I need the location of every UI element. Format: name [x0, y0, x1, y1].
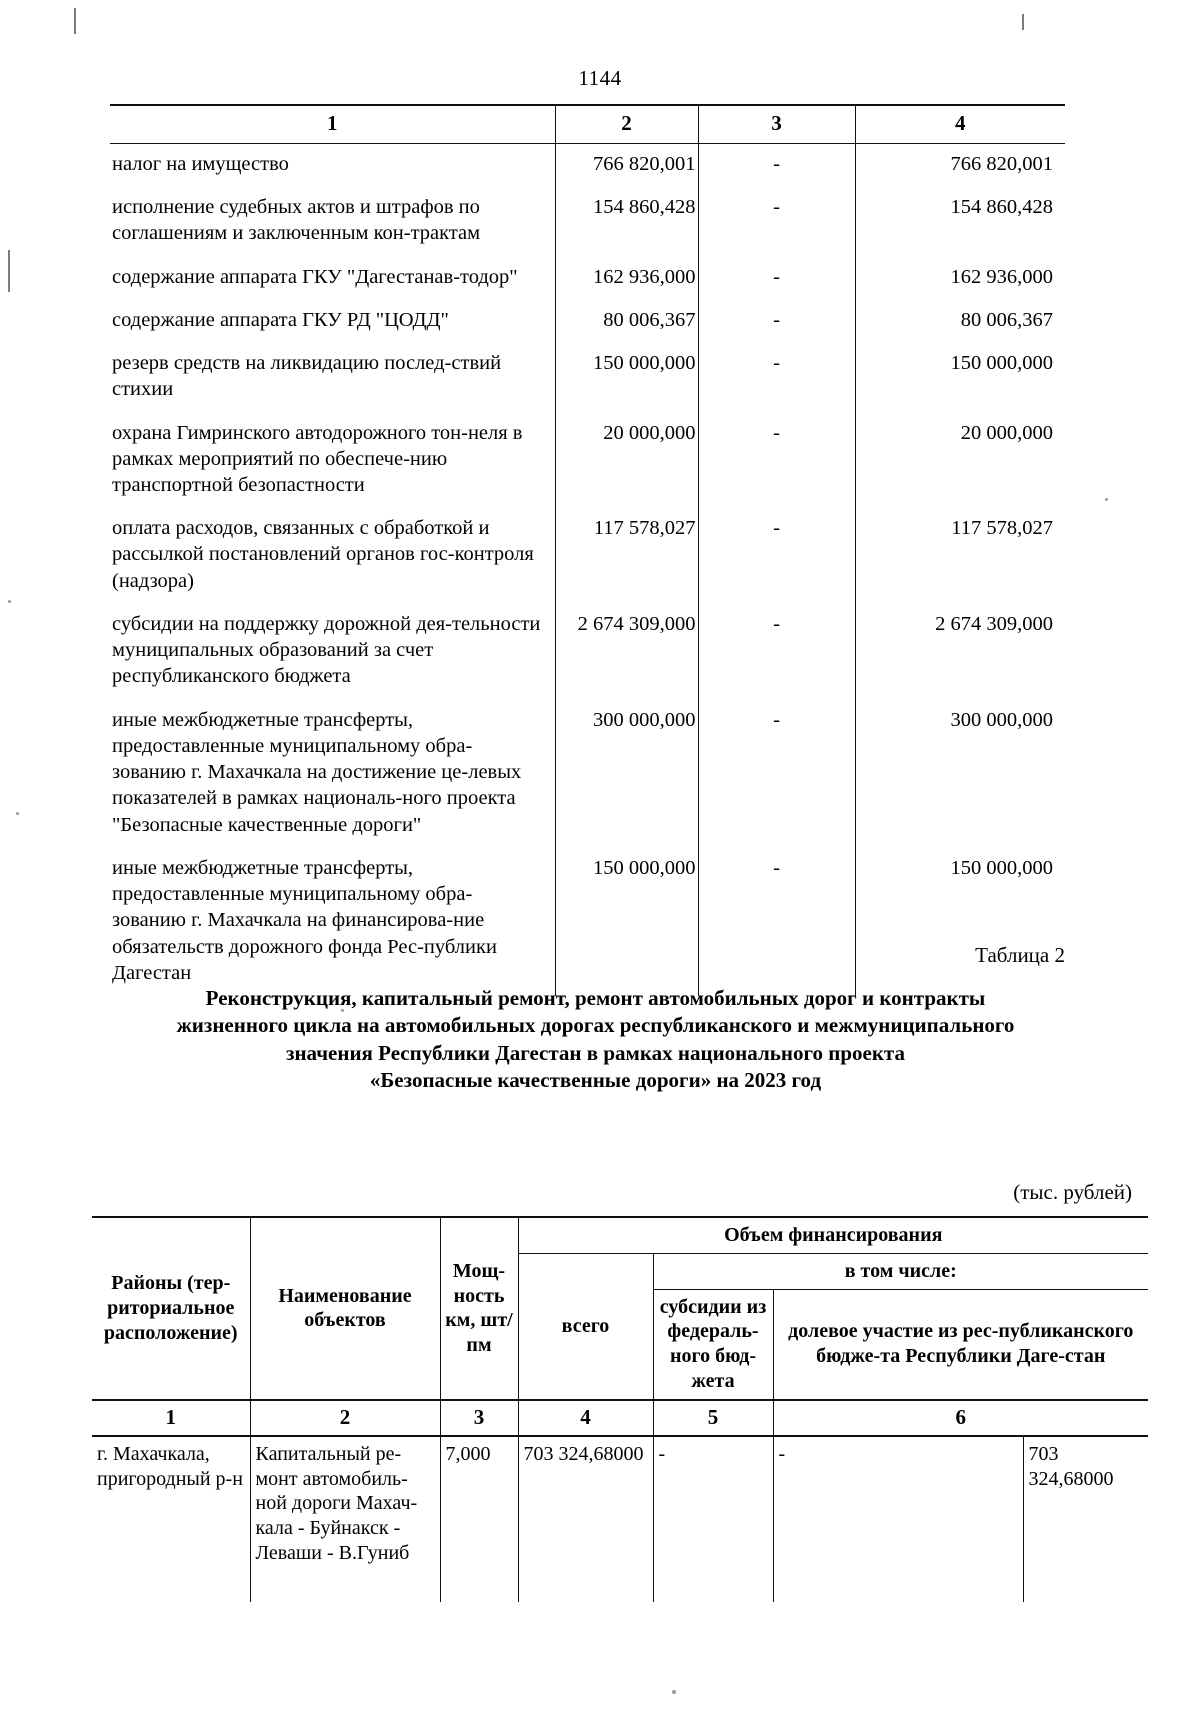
column-number-5: 5 — [653, 1400, 773, 1436]
cell-object: Капитальный ре-монт автомобиль-ной дороги Махач-кала - Буйнакск - Леваши - В.Гуниб — [250, 1436, 440, 1602]
row-description: резерв средств на ликвидацию послед-ствий стихии — [110, 343, 555, 412]
row-value-col3: - — [698, 700, 855, 848]
row-value-col4: 20 000,000 — [960, 421, 1053, 444]
column-number-6: 6 — [773, 1400, 1148, 1436]
row-value-col3: - — [698, 187, 855, 256]
row-value-col4: 766 820,001 — [950, 152, 1053, 175]
table-row — [110, 257, 1065, 300]
row-description: иные межбюджетные трансферты, предоставленные муниципальному обра-зованию г. Махачкала на достижение це-левых показателей в рамках националь-ного проекта "Безопасные качественные дороги" — [110, 700, 555, 848]
row-value-col4: 150 000,000 — [950, 856, 1053, 879]
column-header-3: 3 — [698, 105, 855, 143]
title-line-4: «Безопасные качественные дороги» на 2023 год — [369, 1067, 822, 1092]
column-header-4: 4 — [855, 105, 1065, 143]
title-line-2: жизненного цикла на автомобильных дорогах республиканского и межмуниципального — [176, 1013, 1015, 1038]
scan-speck — [1105, 498, 1108, 501]
column-number-1: 1 — [92, 1400, 250, 1436]
row-description: содержание аппарата ГКУ РД "ЦОДД" — [110, 300, 555, 343]
table-row — [110, 343, 1065, 412]
row-description: субсидии на поддержку дорожной дея-тельности муниципальных образований за счет республиканского бюджета — [110, 604, 555, 700]
row-value-col3: - — [698, 257, 855, 300]
row-value-col2: 154 860,428 — [555, 187, 698, 256]
table-row — [110, 508, 1065, 604]
column-header-including: в том числе: — [653, 1253, 1148, 1289]
row-value-col4: 300 000,000 — [950, 708, 1053, 731]
column-header-funding-volume: Объем финансирования — [518, 1217, 1148, 1253]
row-value-col3: - — [698, 508, 855, 604]
row-description: иные межбюджетные трансферты, предоставленные муниципальному обра-зованию г. Махачкала на финансирова-ние обязательств дорожного фонда Рес-публики Дагестан — [110, 848, 555, 996]
table-header-row — [110, 105, 1065, 143]
row-value-col4: 154 860,428 — [950, 196, 1053, 219]
cell-federal: - — [653, 1436, 773, 1602]
column-header-capacity: Мощ-ность км, шт/пм — [440, 1217, 518, 1400]
row-value-col2: 150 000,000 — [555, 343, 698, 412]
page-number: 1144 — [578, 66, 622, 90]
row-value-col4: 2 674 309,000 — [935, 612, 1053, 635]
row-value-col3: - — [698, 413, 855, 509]
row-description: налог на имущество — [110, 143, 555, 187]
row-description: охрана Гимринского автодорожного тон-неля в рамках мероприятий по обеспече-нию транспортной безопастности — [110, 413, 555, 509]
row-value-col4: 80 006,367 — [960, 308, 1053, 331]
row-value-col3: - — [698, 343, 855, 412]
row-value-col3: - — [698, 604, 855, 700]
row-value-col2: 117 578,027 — [555, 508, 698, 604]
row-value-col2: 150 000,000 — [555, 848, 698, 996]
cell-republican-dash: - — [773, 1436, 1023, 1602]
road-reconstruction-table — [92, 1216, 1148, 1602]
row-value-col4: 162 936,000 — [950, 265, 1053, 288]
row-value-col3: - — [698, 300, 855, 343]
scan-speck — [8, 600, 11, 603]
table-row — [110, 143, 1065, 187]
row-value-col2: 80 006,367 — [555, 300, 698, 343]
table-row — [92, 1436, 1148, 1602]
column-header-objects: Наименование объектов — [250, 1217, 440, 1400]
table-row — [110, 700, 1065, 848]
row-value-col2: 766 820,001 — [555, 143, 698, 187]
row-value-col2: 2 674 309,000 — [555, 604, 698, 700]
column-header-total: всего — [518, 1253, 653, 1399]
table-row — [110, 848, 1065, 996]
column-header-1: 1 — [110, 105, 555, 143]
title-line-3: значения Республики Дагестан в рамках национального проекта — [286, 1040, 905, 1065]
scan-edge-mark — [74, 8, 76, 34]
table-caption-label: Таблица 2 — [975, 943, 1065, 967]
table-header-row-group — [92, 1217, 1148, 1253]
page-title — [118, 985, 1073, 1094]
row-value-col4: 150 000,000 — [950, 352, 1053, 375]
column-number-4: 4 — [518, 1400, 653, 1436]
row-value-col2: 20 000,000 — [555, 413, 698, 509]
scan-edge-mark — [1022, 14, 1024, 30]
cell-republican: 703 324,68000 — [1023, 1436, 1148, 1602]
scan-speck — [16, 812, 19, 815]
cell-total: 703 324,68000 — [518, 1436, 653, 1602]
column-header-republican-share: долевое участие из рес-публиканского бюдже-та Республики Даге-стан — [773, 1289, 1148, 1400]
scan-edge-mark — [8, 250, 10, 292]
budget-expenses-table — [110, 104, 1065, 996]
table-row — [110, 413, 1065, 509]
table-row — [110, 187, 1065, 256]
row-value-col3: - — [698, 143, 855, 187]
row-value-col3: - — [698, 848, 855, 996]
cell-capacity: 7,000 — [440, 1436, 518, 1602]
column-number-3: 3 — [440, 1400, 518, 1436]
row-value-col2: 300 000,000 — [555, 700, 698, 848]
title-line-1: Реконструкция, капитальный ремонт, ремонт автомобильных дорог и контракты — [205, 986, 986, 1010]
scan-speck — [672, 1690, 676, 1694]
column-header-districts: Районы (тер-риториальное расположение) — [92, 1217, 250, 1400]
table-row — [110, 604, 1065, 700]
row-description: содержание аппарата ГКУ "Дагестанав-тодор" — [110, 257, 555, 300]
row-description: исполнение судебных актов и штрафов по соглашениям и заключенным кон-трактам — [110, 187, 555, 256]
row-value-col2: 162 936,000 — [555, 257, 698, 300]
cell-district: г. Махачкала, пригородный р-н — [92, 1436, 250, 1602]
units-label: (тыс. рублей) — [1013, 1180, 1132, 1204]
column-header-2: 2 — [555, 105, 698, 143]
column-number-2: 2 — [250, 1400, 440, 1436]
column-header-federal-subsidy: субсидии из федераль-ного бюд-жета — [653, 1289, 773, 1400]
table-row — [110, 300, 1065, 343]
row-value-col4: 117 578,027 — [951, 517, 1053, 540]
table-numbering-row — [92, 1400, 1148, 1436]
row-description: оплата расходов, связанных с обработкой и рассылкой постановлений органов гос-контроля (надзора) — [110, 508, 555, 604]
